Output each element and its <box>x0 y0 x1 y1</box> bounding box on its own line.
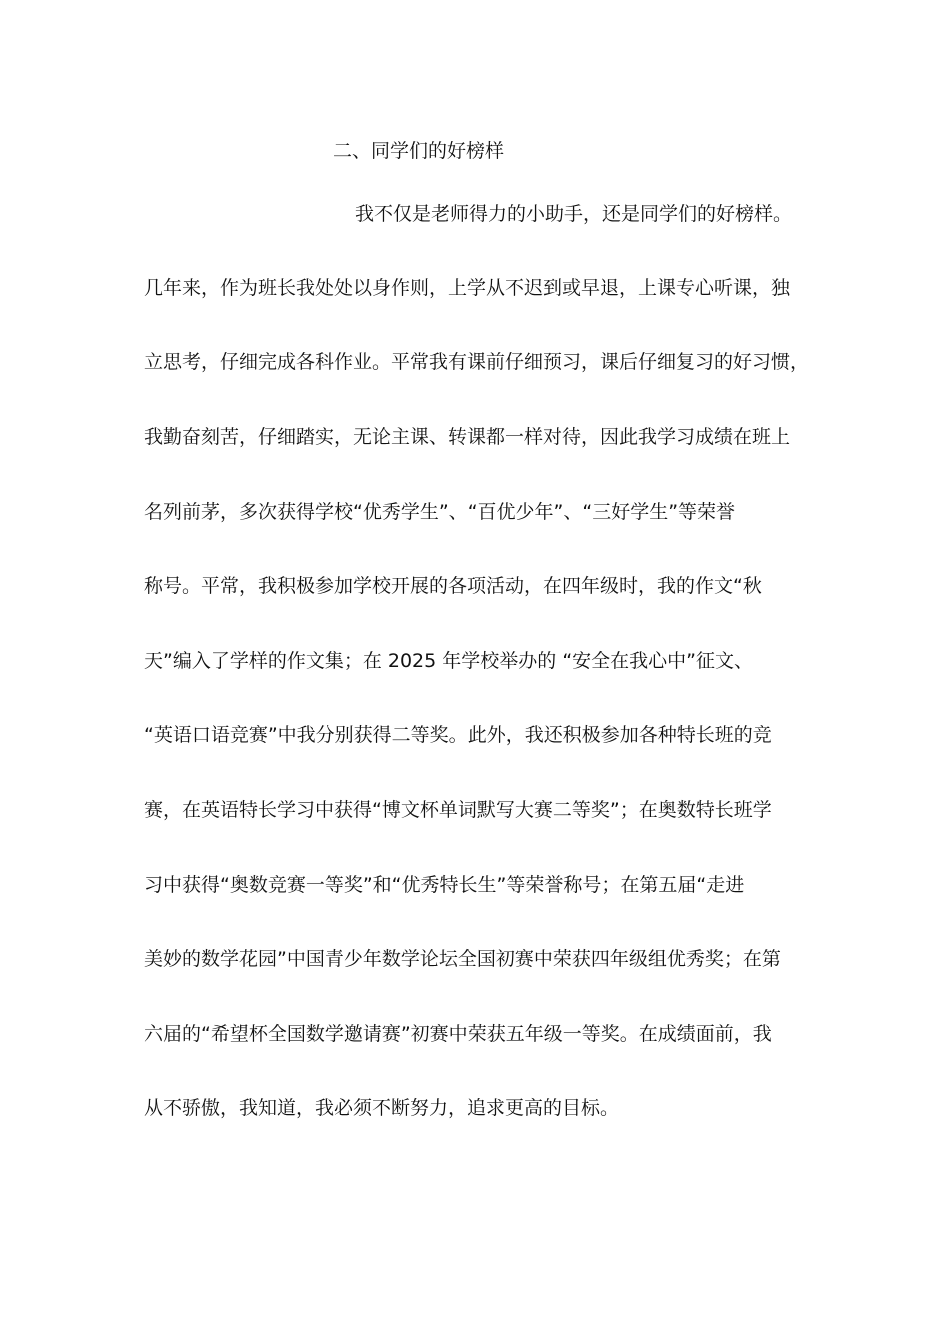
paragraph-line: 六届的“希望杯全国数学邀请赛”初赛中荣获五年级一等奖。在成绩面前，我 <box>144 1023 772 1045</box>
paragraph-line: 我不仅是老师得力的小助手，还是同学们的好榜样。 <box>355 203 793 225</box>
paragraph-line: 赛，在英语特长学习中获得“博文杯单词默写大赛二等奖”；在奥数特长班学 <box>144 799 772 821</box>
paragraph-line: 习中获得“奥数竞赛一等奖”和“优秀特长生”等荣誉称号；在第五届“走进 <box>144 874 745 896</box>
section-heading: 二、同学们的好榜样 <box>333 140 505 162</box>
paragraph-line: 美妙的数学花园”中国青少年数学论坛全国初赛中荣获四年级组优秀奖；在第 <box>144 948 781 970</box>
paragraph-line: 名列前茅，多次获得学校“优秀学生”、“百优少年”、“三好学生”等荣誉 <box>144 501 736 523</box>
paragraph-line: 从不骄傲，我知道，我必须不断努力，追求更高的目标。 <box>144 1097 620 1119</box>
paragraph-line: “英语口语竞赛”中我分别获得二等奖。此外，我还积极参加各种特长班的竞 <box>144 724 772 746</box>
paragraph-line: 天”编入了学样的作文集；在 2025 年学校举办的 “安全在我心中”征文、 <box>144 650 754 672</box>
paragraph-line: 几年来，作为班长我处处以身作则，上学从不迟到或早退，上课专心听课，独 <box>144 277 791 299</box>
paragraph-line: 我勤奋刻苦，仔细踏实，无论主课、转课都一样对待，因此我学习成绩在班上 <box>144 426 791 448</box>
paragraph-line: 立思考，仔细完成各科作业。平常我有课前仔细预习，课后仔细复习的好习惯， <box>144 351 810 373</box>
paragraph-line: 称号。平常，我积极参加学校开展的各项活动，在四年级时，我的作文“秋 <box>144 575 762 597</box>
